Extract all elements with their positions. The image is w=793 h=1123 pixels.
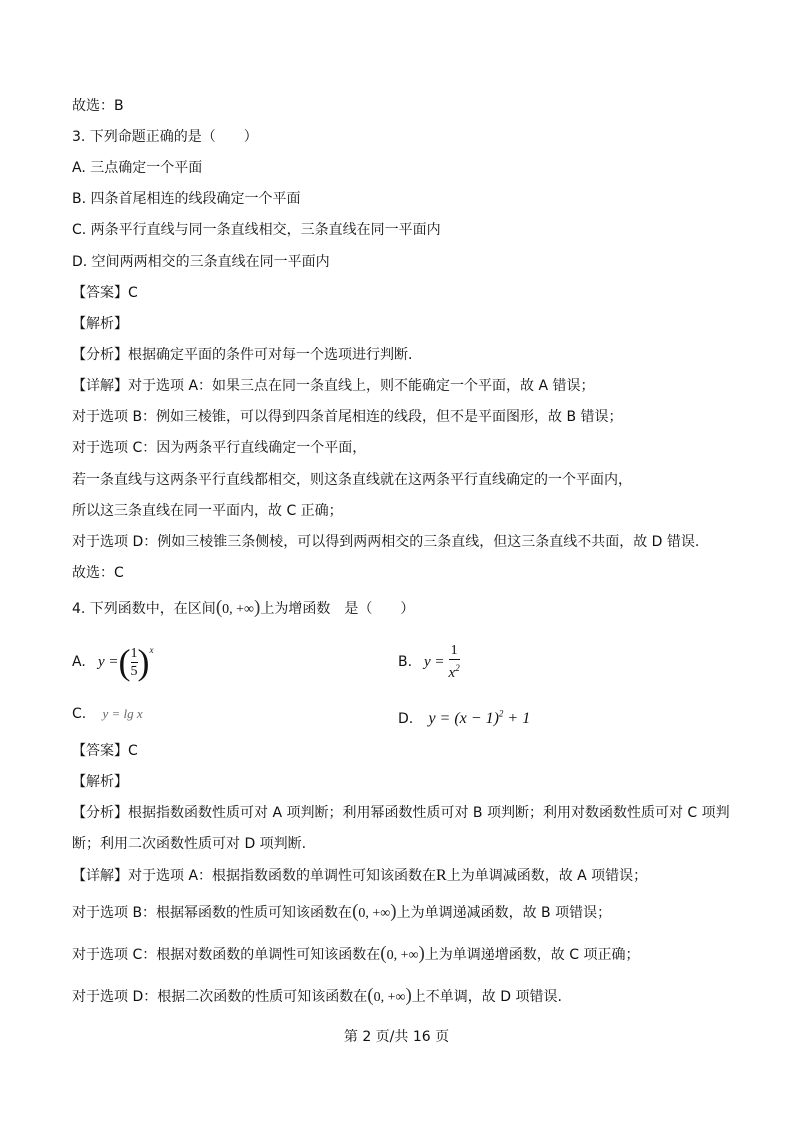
option-b-label: B. <box>398 654 413 670</box>
q3-detail-a: 【详解】对于选项 A：如果三点在同一条直线上，则不能确定一个平面，故 A 错误； <box>72 378 595 394</box>
q4-answer: 【答案】C <box>72 743 138 759</box>
q4-option-b <box>398 640 460 684</box>
prev-choice: 故选：B <box>72 98 124 114</box>
option-b-den-exponent: 2 <box>455 663 460 673</box>
q4-detail-c: 对于选项 C：根据对数函数的单调性可知该函数在(0, +∞)上为单调递增函数，故 C 项正确； <box>72 943 640 964</box>
interval-value: 0, +∞ <box>222 602 255 617</box>
option-c-label: C. <box>72 706 87 722</box>
q3-detail-b: 对于选项 B：例如三棱锥，可以得到四条首尾相连的线段，但不是平面图形，故 B 错误； <box>72 409 623 425</box>
option-b-fraction <box>449 643 460 681</box>
option-d-exponent: 2 <box>498 709 504 719</box>
q4-stem-post: 上为增函数 是（ ） <box>260 601 415 617</box>
option-a-lparen: ( <box>118 642 131 682</box>
q3-analysis: 【分析】根据确定平面的条件可对每一个选项进行判断. <box>72 347 413 363</box>
q4-stem <box>72 598 414 620</box>
q3-detail-c2: 若一条直线与这两条平行直线都相交，则这条直线就在这两条平行直线确定的一个平面内， <box>72 472 632 488</box>
q4-stem-pre: 4. 下列函数中，在区间 <box>72 601 216 617</box>
q3-option-d: D. 空间两两相交的三条直线在同一平面内 <box>72 254 330 270</box>
q4-option-d <box>398 704 530 729</box>
q4-analysis-heading: 【解析】 <box>72 774 128 790</box>
option-a-label: A. <box>72 654 86 670</box>
option-b-numerator: 1 <box>450 643 458 658</box>
q4-detail-d: 对于选项 D：根据二次函数的性质可知该函数在(0, +∞)上不单调，故 D 项错误. <box>72 985 562 1006</box>
q3-option-c: C. 两条平行直线与同一条直线相交，三条直线在同一平面内 <box>72 222 441 238</box>
q4-analysis-2: 断；利用二次函数性质可对 D 项判断. <box>72 836 307 852</box>
q3-detail-c3: 所以这三条直线在同一平面内，故 C 正确； <box>72 503 343 519</box>
option-a-exponent: x <box>149 645 154 655</box>
real-numbers-symbol: R <box>436 867 447 884</box>
option-d-formula: $y = (x - 1)^2 + 1$ <box>428 709 531 728</box>
q4-analysis-1: 【分析】根据指数函数性质可对 A 项判断；利用幂函数性质可对 B 项判断；利用对数函数性质可对 C 项判 <box>72 805 730 821</box>
q3-option-b: B. 四条首尾相连的线段确定一个平面 <box>72 191 301 207</box>
option-a-rparen: ) <box>137 642 150 682</box>
q4-detail-a: 【详解】对于选项 A：根据指数函数的单调性可知该函数在R上为单调减函数，故 A 项错误； <box>72 867 648 884</box>
q3-choice: 故选：C <box>72 565 124 581</box>
q3-answer: 【答案】C <box>72 285 138 301</box>
option-a-denominator: 5 <box>130 663 138 679</box>
q4-option-c <box>72 704 143 724</box>
interval-open: ( <box>215 597 223 618</box>
option-b-denominator: $x^2$ <box>448 663 460 681</box>
page-footer: 第 2 页/共 16 页 <box>343 1029 450 1045</box>
option-d-label: D. <box>398 711 414 728</box>
option-a-y: y = <box>98 654 119 670</box>
option-a-fraction <box>131 646 138 679</box>
q3-stem: 3. 下列命题正确的是（ ） <box>72 129 258 145</box>
option-b-y: y = <box>424 654 445 670</box>
q3-detail-c1: 对于选项 C：因为两条平行直线确定一个平面， <box>72 440 367 456</box>
interval-close: ) <box>254 597 261 618</box>
q3-option-a: A. 三点确定一个平面 <box>72 160 203 176</box>
q3-detail-d: 对于选项 D：例如三棱锥三条侧棱，可以得到两两相交的三条直线，但这三条直线不共面，故 D 错误. <box>72 534 700 550</box>
q4-option-a <box>72 640 154 684</box>
q3-analysis-heading: 【解析】 <box>72 316 128 332</box>
option-c-formula: y = lg x <box>102 706 143 721</box>
q4-detail-b: 对于选项 B：根据幂函数的性质可知该函数在(0, +∞)上为单调递减函数，故 B 项错误； <box>72 901 612 922</box>
option-a-numerator: 1 <box>130 645 138 661</box>
